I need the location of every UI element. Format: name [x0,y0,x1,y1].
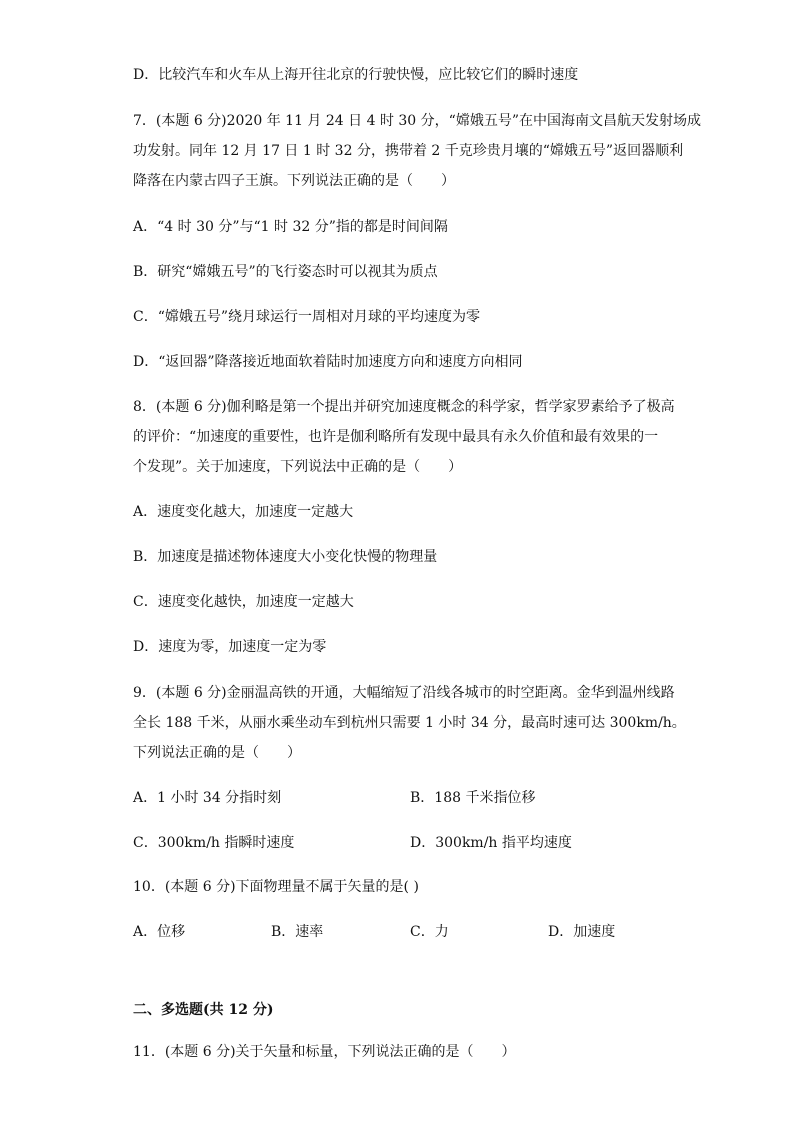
q6-option-d: D．比较汽车和火车从上海开往北京的行驶快慢，应比较它们的瞬时速度 [133,67,579,83]
q9-option-a: A．1 小时 34 分指时刻 [133,790,282,806]
q9-stem-line-1: 9．(本题 6 分)金丽温高铁的开通，大幅缩短了沿线各城市的时空距离。金华到温州线路 [133,685,675,701]
q8-option-d: D．速度为零，加速度一定为零 [133,639,327,655]
q7-option-d: D．“返回器”降落接近地面软着陆时加速度方向和速度方向相同 [133,354,523,370]
q7-stem-line-1: 7．(本题 6 分)2020 年 11 月 24 日 4 时 30 分，“嫦娥五号”在中国海南文昌航天发射场成 [133,113,701,129]
q9-stem-line-3: 下列说法正确的是（ ） [133,745,301,761]
q11-stem: 11．(本题 6 分)关于矢量和标量，下列说法正确的是（ ） [133,1044,516,1060]
q10-stem: 10．(本题 6 分)下面物理量不属于矢量的是( ) [133,879,419,895]
q9-option-d: D．300km/h 指平均速度 [410,835,572,851]
q8-option-b: B．加速度是描述物体速度大小变化快慢的物理量 [133,549,438,565]
q7-option-b: B．研究“嫦娥五号”的飞行姿态时可以视其为质点 [133,264,438,280]
q10-option-c: C．力 [410,924,449,940]
q7-option-a: A．“4 时 30 分”与“1 时 32 分”指的都是时间间隔 [133,219,448,235]
q9-option-b: B．188 千米指位移 [410,790,536,806]
section-title-multiple-choice: 二、多选题(共 12 分) [133,1002,274,1018]
q8-stem-line-1: 8．(本题 6 分)伽利略是第一个提出并研究加速度概念的科学家，哲学家罗素给予了极高 [133,399,675,415]
q7-stem-line-3: 降落在内蒙古四子王旗。下列说法正确的是（ ） [133,173,455,189]
q8-stem-line-3: 个发现”。关于加速度，下列说法中正确的是（ ） [133,459,463,475]
q9-option-c: C．300km/h 指瞬时速度 [133,835,295,851]
q8-stem-line-2: 的评价：“加速度的重要性，也许是伽利略所有发现中最具有永久价值和最有效果的一 [133,429,659,445]
q10-option-b: B．速率 [271,924,324,940]
q10-option-d: D．加速度 [548,924,616,940]
q8-option-c: C．速度变化越快，加速度一定越大 [133,594,354,610]
q9-stem-line-2: 全长 188 千米，从丽水乘坐动车到杭州只需要 1 小时 34 分，最高时速可达 300km/h。 [133,715,686,731]
q7-option-c: C．“嫦娥五号”绕月球运行一周相对月球的平均速度为零 [133,309,481,325]
q7-stem-line-2: 功发射。同年 12 月 17 日 1 时 32 分，携带着 2 千克珍贵月壤的“嫦娥五号”返回器顺利 [133,143,684,159]
q8-option-a: A．速度变化越大，加速度一定越大 [133,504,354,520]
q10-option-a: A．位移 [133,924,186,940]
